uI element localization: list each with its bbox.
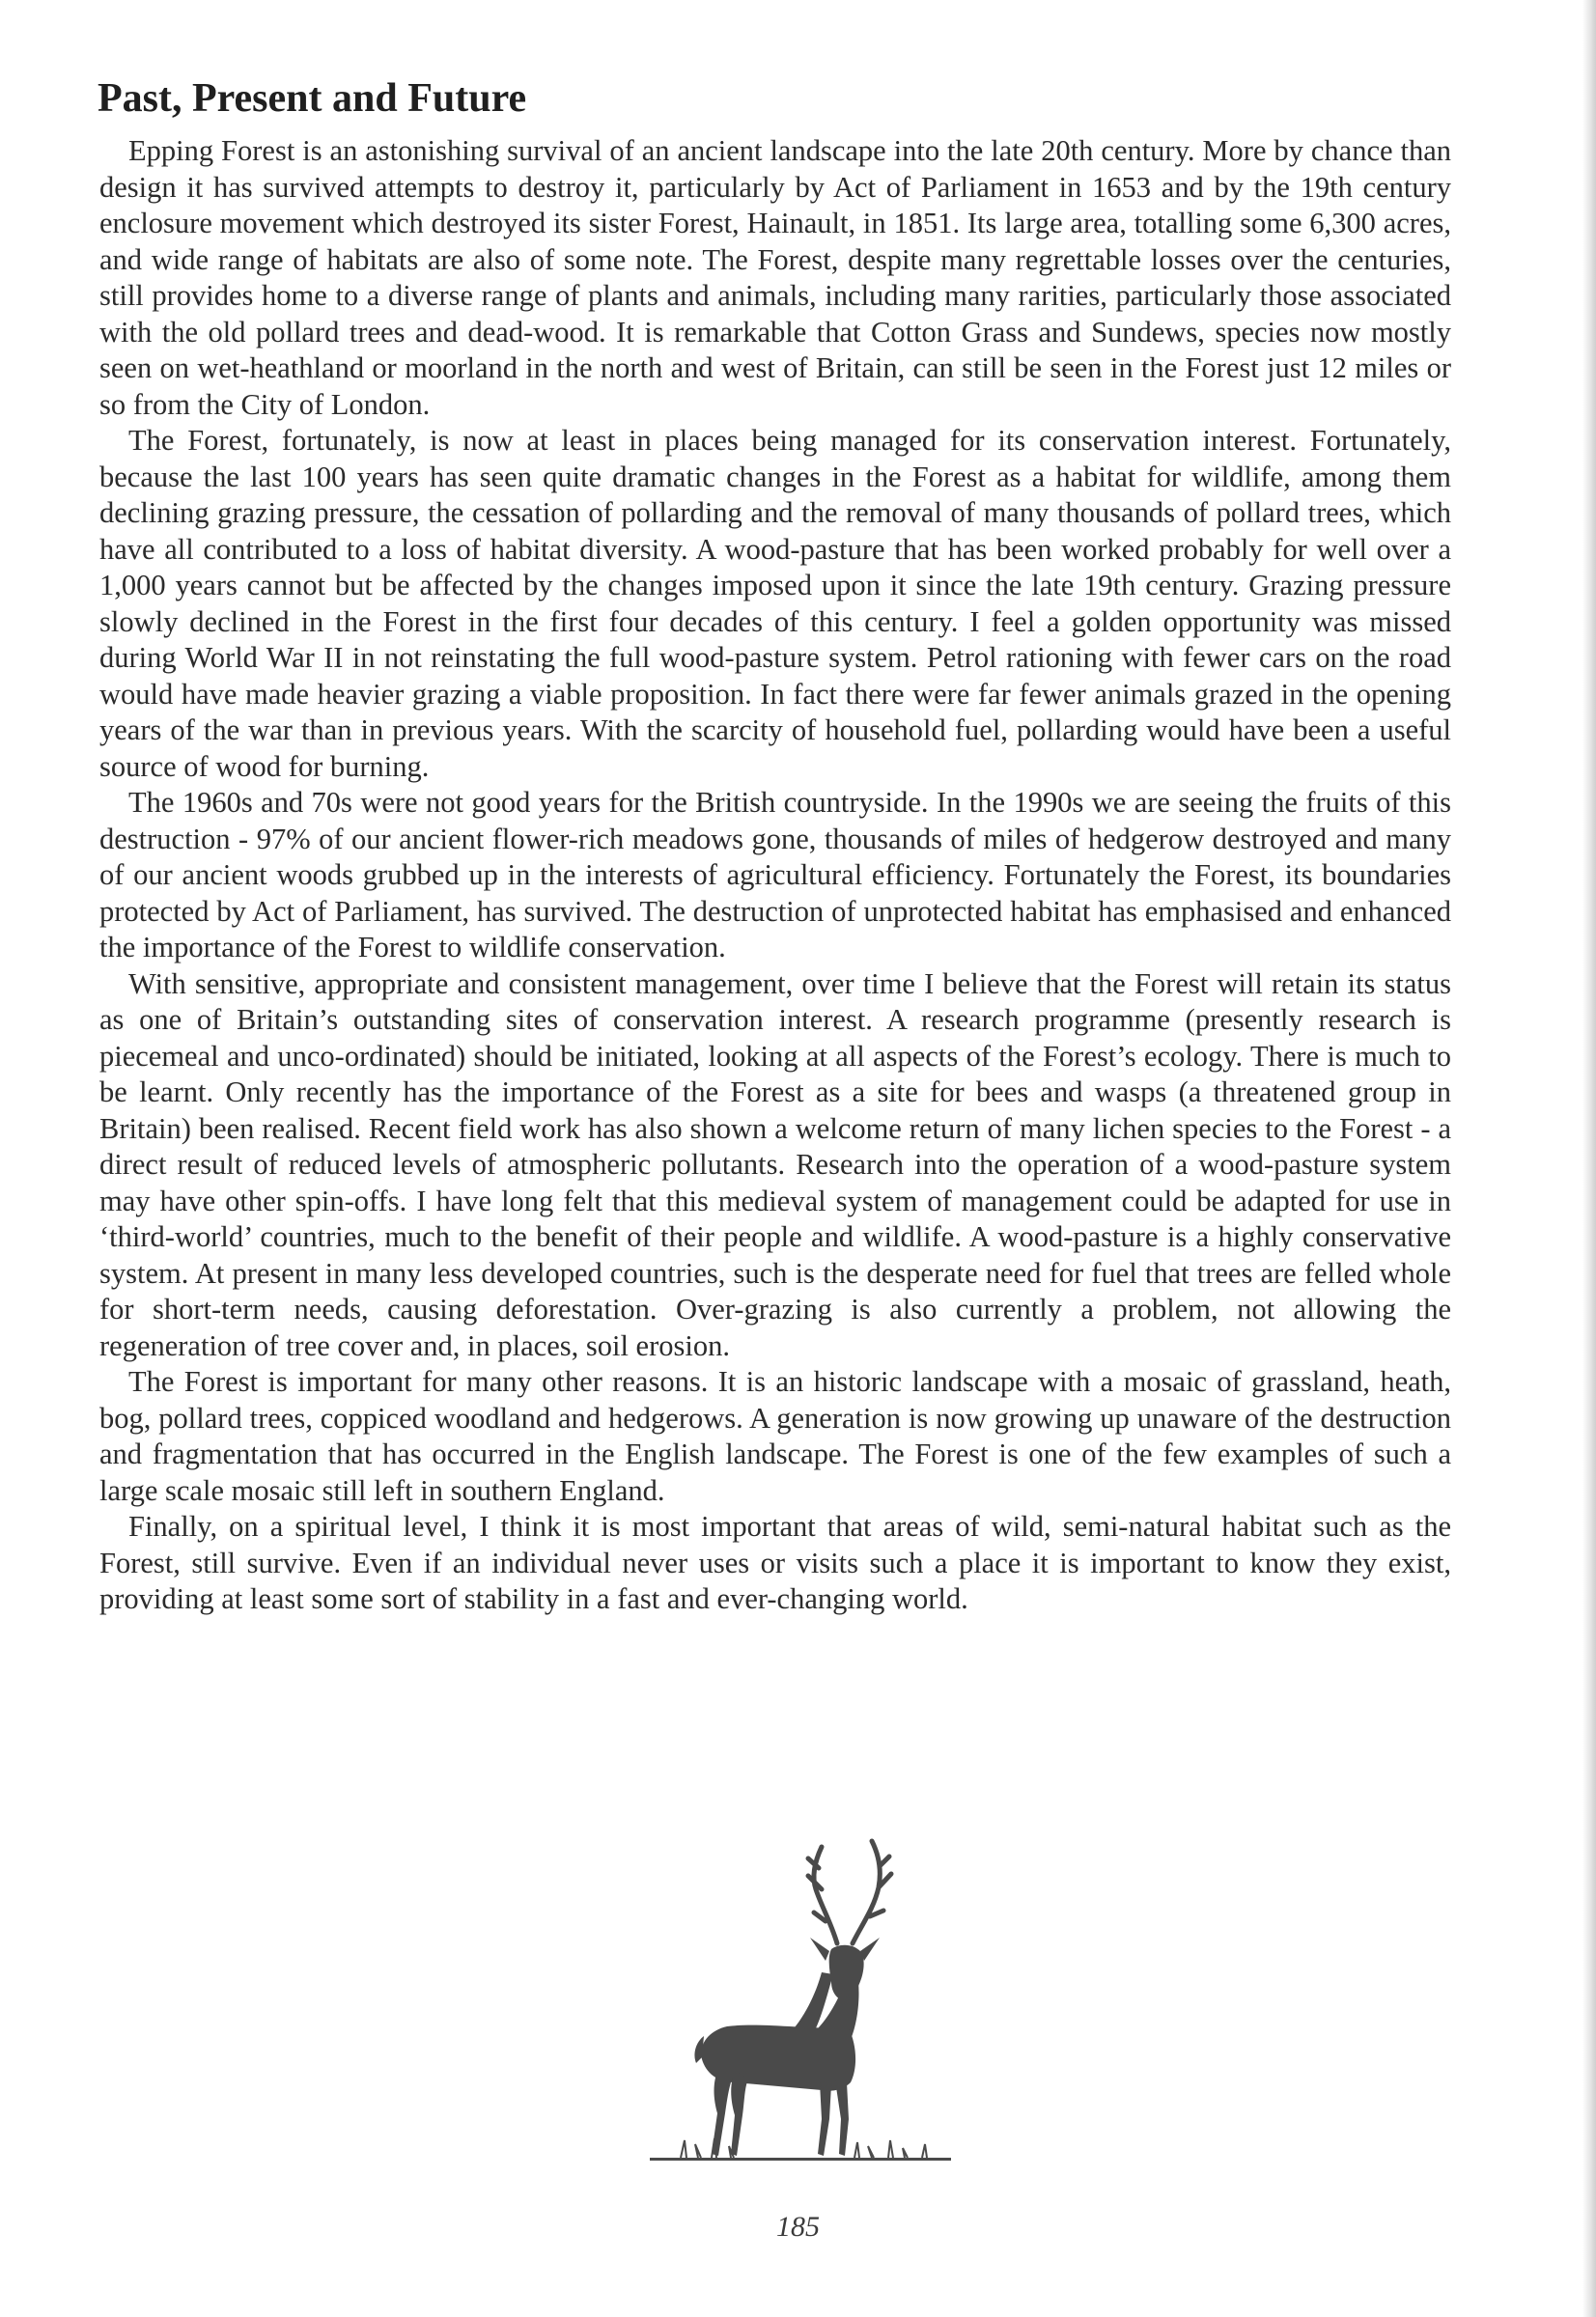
page-number: 185 xyxy=(776,2211,820,2243)
deer-silhouette-icon xyxy=(642,1829,961,2177)
page-title: Past, Present and Future xyxy=(98,76,527,121)
paragraph-2: The Forest, fortunately, is now at least in places being managed for its conservation interest. Fortunately, because the last 100 years has seen quite dramatic changes in the Forest as a habitat for wildlife, among them declining grazing pressure, the cessation of pollarding and the removal of many thousands of pollard trees, which have all contributed to a loss of habitat diversity. A wood-pasture that has been worked probably for well over a 1,000 years cannot but be affected by the changes imposed upon it since the late 19th century. Grazing pressure slowly declined in the Forest in the first four decades of this century. I feel a golden opportunity was missed during World War II in not reinstating the full wood-pasture system. Petrol rationing with fewer cars on the road would have made heavier grazing a viable proposition. In fact there were far fewer animals grazed in the opening years of the war than in previous years. With the scarcity of household fuel, pollarding would have been a useful source of wood for burning. xyxy=(99,424,1451,783)
paragraph-6: Finally, on a spiritual level, I think it is most important that areas of wild, semi-natural habitat such as the Forest, still survive. Even if an individual never uses or visits such a place it is important to know they exist, providing at least some sort of stability in a fast and ever-changing world. xyxy=(99,1510,1451,1615)
paragraph-5: The Forest is important for many other reasons. It is an historic landscape with a mosaic of grassland, heath, bog, pollard trees, coppiced woodland and hedgerows. A generation is now growing up unaware of the destruction and fragmentation that has occurred in the English landscape. The Forest is one of the few examples of such a large scale mosaic still left in southern England. xyxy=(99,1365,1451,1507)
deer-illustration xyxy=(642,1829,961,2177)
paragraph-3: The 1960s and 70s were not good years for the British countryside. In the 1990s we are seeing the fruits of this destruction - 97% of our ancient flower-rich meadows gone, thousands of miles of hedgerow destroyed and many of our ancient woods grubbed up in the interests of agricultural efficiency. Fortunately the Forest, its boundaries protected by Act of Parliament, has survived. The destruction of unprotected habitat has emphasised and enhanced the importance of the Forest to wildlife conservation. xyxy=(99,786,1451,963)
page-content xyxy=(99,75,1451,1618)
paragraph-1: Epping Forest is an astonishing survival of an ancient landscape into the late 20th century. More by chance than design it has survived attempts to destroy it, particularly by Act of Parliament in 1653 and by the 19th century enclosure movement which destroyed its sister Forest, Hainault, in 1851. Its large area, totalling some 6,300 acres, and wide range of habitats are also of some note. The Forest, despite many regrettable losses over the centuries, still provides home to a diverse range of plants and animals, including many rarities, particularly those associated with the old pollard trees and dead-wood. It is remarkable that Cotton Grass and Sundews, species now mostly seen on wet-heathland or moorland in the north and west of Britain, can still be seen in the Forest just 12 miles or so from the City of London. xyxy=(99,134,1451,421)
page-edge-shadow xyxy=(1582,0,1596,2317)
paragraph-4: With sensitive, appropriate and consistent management, over time I believe that the Forest will retain its status as one of Britain’s outstanding sites of conservation interest. A research programme (presently research is piecemeal and unco-ordinated) should be initiated, looking at all aspects of the Forest’s ecology. There is much to be learnt. Only recently has the importance of the Forest as a site for bees and wasps (a threatened group in Britain) been realised. Recent field work has also shown a welcome return of many lichen species to the Forest - a direct result of reduced levels of atmospheric pollutants. Research into the operation of a wood-pasture system may have other spin-offs. I have long felt that this medieval system of management could be adapted for use in ‘third-world’ countries, much to the benefit of their people and wildlife. A wood-pasture is a highly conservative system. At present in many less developed countries, such is the desperate need for fuel that trees are felled whole for short-term needs, causing deforestation. Over-grazing is also currently a problem, not allowing the regeneration of tree cover and, in places, soil erosion. xyxy=(99,966,1451,1362)
